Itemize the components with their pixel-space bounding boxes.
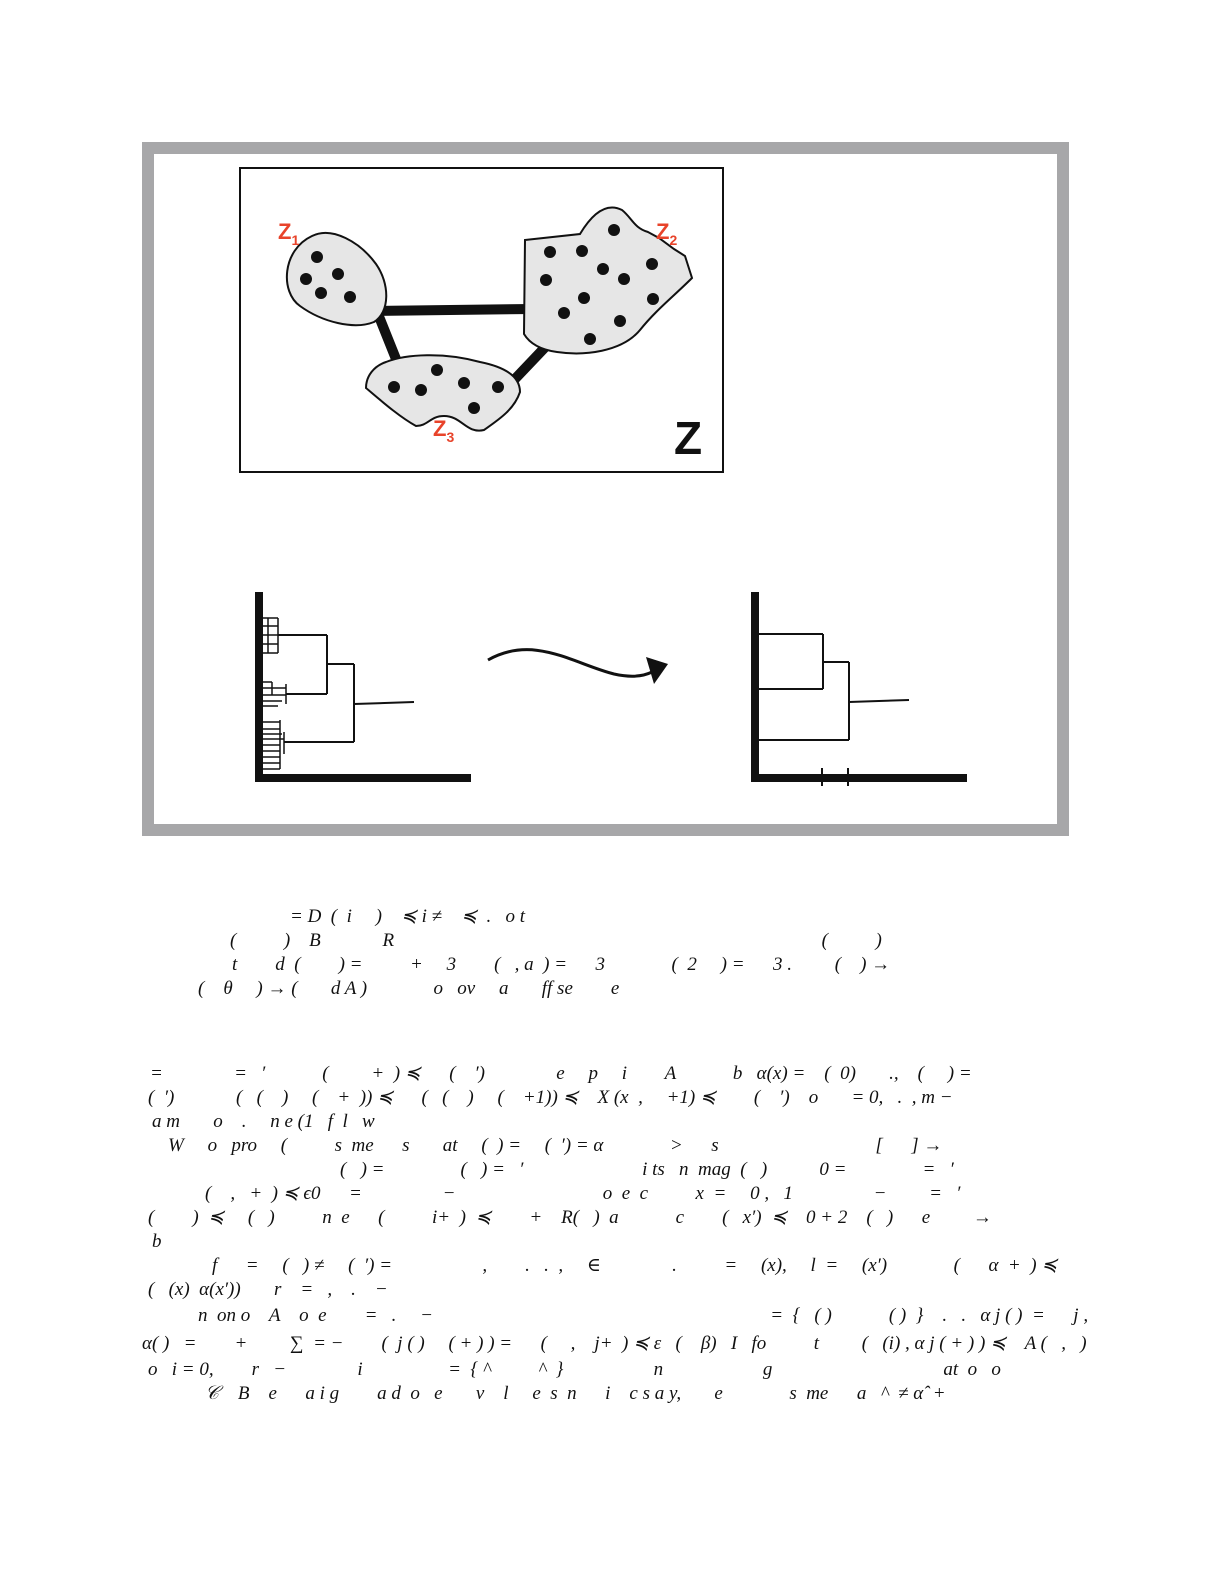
edge-z1-z2	[374, 309, 532, 311]
data-point	[415, 384, 427, 396]
text-line: n on o A o e = . − = { ( ) ( ) } . . α j ( ) = j ,	[198, 1305, 1089, 1326]
data-point	[558, 307, 570, 319]
data-point	[576, 245, 588, 257]
text-line: = = ′ ( + ) ≼ ( ′) e p i A b α(x) = ( 0) ., ( ) =	[150, 1063, 972, 1084]
data-point	[431, 364, 443, 376]
text-line: ( (x) α(x′)) r = , . −	[148, 1279, 388, 1300]
text-line: o i = 0, r − i = { ^ ^ } n g at o o	[148, 1359, 1001, 1380]
text-line: ( ) = ( ) = ′ i ts n mag ( ) 0 = = ′	[340, 1159, 954, 1180]
dendrogram-full-x-axis	[255, 774, 471, 782]
arrow-head	[646, 657, 668, 684]
text-line: a m o . n e (1 f l w	[152, 1111, 375, 1132]
text-line: 𝒞 B e a i g a d o e v l e s n i c s a y, e s me a ^ ≠ α̂ +	[205, 1383, 946, 1404]
data-point	[646, 258, 658, 270]
text-line: b	[152, 1231, 162, 1252]
dendrogram-full-y-axis	[255, 592, 263, 782]
dendrogram-collapsed-y-axis	[751, 592, 759, 782]
space-label: Z	[674, 412, 703, 464]
text-line: ( ) B R ( )	[230, 930, 882, 951]
cluster-label-z2: $Z_2$	[656, 219, 678, 248]
data-point	[468, 402, 480, 414]
figure-frame	[142, 142, 1069, 836]
text-line: ( , + ) ≼ ϵ0 = − o e c x = 0 , 1 − = ′	[205, 1183, 961, 1204]
dendrogram-collapsed	[751, 592, 967, 786]
text-line: f = ( ) ≠ ( ′) = , . . , ∈ . = (x), l = (x′) ( α + ) ≼	[212, 1255, 1058, 1276]
text-line: ( ) ≼ ( ) n e ( i+ ) ≼ + R( ) a c ( x′) ≼ 0 + 2 ( ) e →	[148, 1207, 992, 1228]
data-point	[647, 293, 659, 305]
data-point	[458, 377, 470, 389]
data-point	[544, 246, 556, 258]
figure-svg	[154, 154, 1057, 824]
dendrogram-full	[255, 592, 471, 782]
text-line: t d ( ) = + 3 ( , a ) = 3 ( 2 ) = 3 . ( ) →	[232, 954, 891, 975]
data-point	[311, 251, 323, 263]
data-point	[540, 274, 552, 286]
data-point	[584, 333, 596, 345]
text-line: = D ( i ) ≼ i ≠ ≼ . o t	[290, 906, 526, 927]
data-point	[597, 263, 609, 275]
cluster-label-z1: $Z_1$	[278, 219, 300, 248]
data-point	[608, 224, 620, 236]
text-line: W o pro ( s me s at ( ) = ( ′) = α > s [ ] →	[168, 1135, 943, 1156]
text-line: ( ′) ( ( ) ( + )) ≼ ( ( ) ( +1)) ≼ X (x , +1) ≼ ( ′) o = 0, . , m −	[148, 1087, 953, 1108]
data-point	[492, 381, 504, 393]
data-point	[618, 273, 630, 285]
mapping-arrow	[488, 650, 652, 677]
data-point	[344, 291, 356, 303]
data-point	[388, 381, 400, 393]
data-point	[332, 268, 344, 280]
data-point	[614, 315, 626, 327]
data-point	[578, 292, 590, 304]
data-point	[315, 287, 327, 299]
cluster-label-z3: $Z_3$	[433, 416, 455, 445]
dendrogram-collapsed-x-axis	[751, 774, 967, 782]
text-line: ( θ ) → ( d A ) o ov a ff se e	[198, 978, 620, 999]
data-point	[300, 273, 312, 285]
text-line: α( ) = + ∑ = − ( j ( ) ( + ) ) = ( , j+ ) ≼ ε ( β) I fo t ( (i) , α j ( + ) ) ≼ A ( , )	[142, 1333, 1087, 1354]
